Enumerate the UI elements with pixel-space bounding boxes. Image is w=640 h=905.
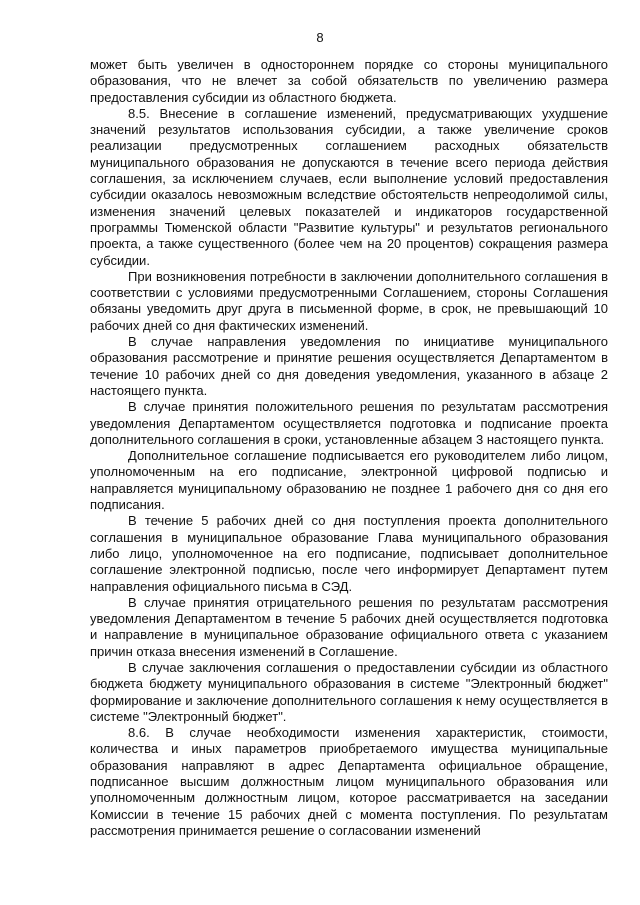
paragraph-continuation: может быть увеличен в одностороннем порядке со стороны муниципального образования, что не влечет за собой обязательств по увеличению размера предоставления субсидии из областного бюджета. xyxy=(90,57,608,105)
paragraph-electronic-budget: В случае заключения соглашения о предоставлении субсидии из областного бюджета бюджету муниципального образования в системе "Электронный бюджет" формирование и заключение дополнительного соглашения к нему осуществляется в системе "Электронный бюджет". xyxy=(90,659,608,724)
document-body xyxy=(90,57,608,839)
paragraph-additional-agreement-need: При возникновения потребности в заключении дополнительного соглашения в соответствии с условиями предусмотренными Соглашением, стороны Соглашения обязаны уведомить друг друга в письменной форме, в срок, не превышающий 10 рабочих дней со дня фактических изменений. xyxy=(90,268,608,333)
paragraph-negative-decision: В случае принятия отрицательного решения по результатам рассмотрения уведомления Департаментом в течение 5 рабочих дней осуществляется подготовка и направление в муниципальное образование официального ответа с указанием причин отказа внесения изменений в Соглашение. xyxy=(90,594,608,659)
paragraph-municipal-initiative: В случае направления уведомления по инициативе муниципального образования рассмотрение и принятие решения осуществляется Департаментом в течение 10 рабочих дней со дня доведения уведомления, указанного в абзаце 2 настоящего пункта. xyxy=(90,334,608,398)
paragraph-8-5: 8.5. Внесение в соглашение изменений, предусматривающих ухудшение значений результатов использования субсидии, а также увеличение сроков реализации предусмотренных соглашением расходных обязательств муниципального образования не допускаются в течение всего периода действия соглашения, за исключением случаев, если выполнение условий предоставления субсидии оказалось невозможным вследствие обстоятельств непреодолимой силы, изменения значений целевых показателей и индикаторов государственной программы Тюменской области "Развитие культуры" и результатов регионального проекта, а также существенного (более чем на 20 процентов) сокращения размера субсидии. xyxy=(90,105,608,268)
paragraph-8-6: 8.6. В случае необходимости изменения характеристик, стоимости, количества и иных параметров приобретаемого имущества муниципальные образования направляют в адрес Департамента официальное обращение, подписанное высшим должностным лицом муниципального образования или уполномоченным должностным лицом, которое рассматривается на заседании Комиссии в течение 15 рабочих дней с момента поступления. По результатам рассмотрения принимается решение о согласовании изменений xyxy=(90,725,608,838)
page-number: 8 xyxy=(316,30,324,45)
paragraph-signing: Дополнительное соглашение подписывается его руководителем либо лицом, уполномоченным на его подписание, электронной цифровой подписью и направляется муниципальному образованию не позднее 1 рабочего дня со дня его подписания. xyxy=(90,448,608,513)
paragraph-positive-decision: В случае принятия положительного решения по результатам рассмотрения уведомления Департаментом осуществляется подготовка и подписание проекта дополнительного соглашения в сроки, установленные абзацем 3 настоящего пункта. xyxy=(90,399,608,447)
paragraph-five-days: В течение 5 рабочих дней со дня поступления проекта дополнительного соглашения в муниципальное образование Глава муниципального образования либо лицо, уполномоченное на его подписание, подписывает дополнительное соглашение электронной подписью, после чего информирует Департамент путем направления официального письма в СЭД. xyxy=(90,513,608,594)
